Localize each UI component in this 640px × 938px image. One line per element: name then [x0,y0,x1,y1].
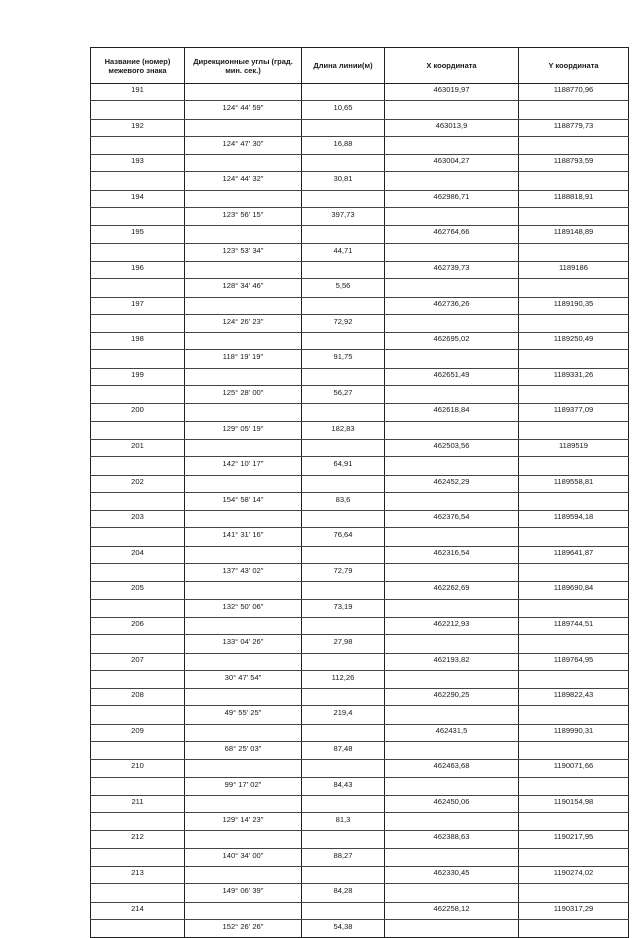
segment-row [91,528,629,546]
point-row [91,582,629,599]
empty-cell [302,439,385,456]
empty-cell [385,208,519,226]
x-coordinate-cell: 462618,84 [385,404,519,421]
segment-row [91,350,629,368]
segment-row [91,243,629,261]
x-coordinate-cell: 462450,06 [385,795,519,812]
direction-angle-cell: 154° 58' 14" [185,492,302,510]
point-name-cell: 205 [91,582,185,599]
point-name-cell: 212 [91,831,185,848]
empty-cell [302,333,385,350]
segment-row [91,101,629,119]
empty-cell [302,226,385,243]
empty-cell [185,511,302,528]
y-coordinate-cell: 1190217,95 [519,831,629,848]
point-row [91,333,629,350]
point-name-cell: 210 [91,760,185,777]
y-coordinate-cell: 1189519 [519,439,629,456]
empty-cell [519,457,629,475]
x-coordinate-cell: 462212,93 [385,617,519,634]
empty-cell [302,511,385,528]
empty-cell [185,368,302,385]
line-length-cell: 54,38 [302,919,385,937]
empty-cell [302,297,385,314]
direction-angle-cell: 149° 06' 39" [185,884,302,902]
empty-cell [385,136,519,154]
empty-cell [519,741,629,759]
empty-cell [302,582,385,599]
empty-cell [185,84,302,101]
empty-cell [302,724,385,741]
point-name-cell: 197 [91,297,185,314]
point-name-cell: 204 [91,546,185,563]
direction-angle-cell: 68° 25' 03" [185,741,302,759]
direction-angle-cell: 152° 26' 26" [185,919,302,937]
empty-cell [385,243,519,261]
direction-angle-cell: 137° 43' 02" [185,564,302,582]
y-coordinate-cell: 1189377,09 [519,404,629,421]
x-coordinate-cell: 462503,56 [385,439,519,456]
direction-angle-cell: 141° 31' 16" [185,528,302,546]
point-row [91,368,629,385]
empty-cell [185,653,302,670]
segment-row [91,741,629,759]
line-length-cell: 73,19 [302,599,385,617]
x-coordinate-cell: 462193,82 [385,653,519,670]
empty-cell [385,848,519,866]
point-name-cell: 193 [91,155,185,172]
empty-cell [302,653,385,670]
empty-cell [185,261,302,278]
direction-angle-cell: 129° 14' 23" [185,813,302,831]
direction-angle-cell: 30° 47' 54" [185,670,302,688]
point-name-cell: 199 [91,368,185,385]
x-coordinate-cell: 462388,63 [385,831,519,848]
empty-cell [385,386,519,404]
empty-cell [302,617,385,634]
empty-cell [519,208,629,226]
empty-cell [519,172,629,190]
segment-row [91,314,629,332]
empty-cell [385,421,519,439]
x-coordinate-cell: 462316,54 [385,546,519,563]
empty-cell [302,760,385,777]
point-row [91,297,629,314]
empty-cell [385,670,519,688]
y-coordinate-cell: 1190317,29 [519,902,629,919]
point-row [91,867,629,884]
y-coordinate-cell: 1189822,43 [519,689,629,706]
empty-cell [91,386,185,404]
empty-cell [185,546,302,563]
x-coordinate-cell: 462736,26 [385,297,519,314]
point-name-cell: 196 [91,261,185,278]
y-coordinate-cell: 1189594,18 [519,511,629,528]
segment-row [91,919,629,937]
empty-cell [385,492,519,510]
y-coordinate-cell: 1189148,89 [519,226,629,243]
empty-cell [302,546,385,563]
line-length-cell: 87,48 [302,741,385,759]
x-coordinate-cell: 462651,49 [385,368,519,385]
direction-angle-cell: 133° 04' 26" [185,635,302,653]
direction-angle-cell: 124° 47' 30" [185,136,302,154]
point-row [91,119,629,136]
point-row [91,617,629,634]
point-name-cell: 192 [91,119,185,136]
point-name-cell: 203 [91,511,185,528]
y-coordinate-cell: 1189990,31 [519,724,629,741]
empty-cell [302,831,385,848]
empty-cell [519,136,629,154]
direction-angle-cell: 118° 19' 19" [185,350,302,368]
y-coordinate-cell: 1189641,87 [519,546,629,563]
empty-cell [302,84,385,101]
empty-cell [91,172,185,190]
segment-row [91,670,629,688]
x-coordinate-cell: 462986,71 [385,190,519,207]
empty-cell [185,582,302,599]
empty-cell [385,350,519,368]
empty-cell [385,564,519,582]
line-length-cell: 81,3 [302,813,385,831]
empty-cell [385,777,519,795]
point-row [91,546,629,563]
point-row [91,653,629,670]
point-name-cell: 200 [91,404,185,421]
empty-cell [302,404,385,421]
line-length-cell: 83,6 [302,492,385,510]
empty-cell [385,741,519,759]
direction-angle-cell: 99° 17' 02" [185,777,302,795]
empty-cell [385,101,519,119]
direction-angle-cell: 142° 10' 17" [185,457,302,475]
empty-cell [185,475,302,492]
point-row [91,795,629,812]
header-x-coordinate: X координата [385,48,519,84]
empty-cell [385,884,519,902]
line-length-cell: 76,64 [302,528,385,546]
point-name-cell: 214 [91,902,185,919]
point-name-cell: 191 [91,84,185,101]
x-coordinate-cell: 462376,54 [385,511,519,528]
x-coordinate-cell: 462695,02 [385,333,519,350]
empty-cell [185,439,302,456]
header-line-length: Длина линии(м) [302,48,385,84]
x-coordinate-cell: 462739,73 [385,261,519,278]
y-coordinate-cell: 1190274,02 [519,867,629,884]
header-row [91,48,629,84]
header-y-coordinate: Y координата [519,48,629,84]
x-coordinate-cell: 462330,45 [385,867,519,884]
line-length-cell: 44,71 [302,243,385,261]
segment-row [91,136,629,154]
x-coordinate-cell: 462290,25 [385,689,519,706]
point-row [91,689,629,706]
empty-cell [185,226,302,243]
empty-cell [519,350,629,368]
direction-angle-cell: 125° 28' 00" [185,386,302,404]
empty-cell [91,599,185,617]
point-row [91,511,629,528]
empty-cell [185,867,302,884]
y-coordinate-cell: 1189190,35 [519,297,629,314]
empty-cell [91,421,185,439]
segment-row [91,777,629,795]
point-name-cell: 207 [91,653,185,670]
point-name-cell: 195 [91,226,185,243]
segment-row [91,208,629,226]
point-row [91,190,629,207]
x-coordinate-cell: 463004,27 [385,155,519,172]
y-coordinate-cell: 1188779,73 [519,119,629,136]
segment-row [91,599,629,617]
point-row [91,261,629,278]
empty-cell [302,795,385,812]
line-length-cell: 27,98 [302,635,385,653]
y-coordinate-cell: 1189744,51 [519,617,629,634]
y-coordinate-cell: 1189250,49 [519,333,629,350]
segment-row [91,492,629,510]
x-coordinate-cell: 463013,9 [385,119,519,136]
line-length-cell: 56,27 [302,386,385,404]
point-name-cell: 211 [91,795,185,812]
empty-cell [91,848,185,866]
empty-cell [91,813,185,831]
point-row [91,226,629,243]
empty-cell [519,101,629,119]
line-length-cell: 10,65 [302,101,385,119]
empty-cell [519,564,629,582]
table-header [91,48,629,84]
empty-cell [302,261,385,278]
line-length-cell: 182,83 [302,421,385,439]
segment-row [91,457,629,475]
segment-row [91,848,629,866]
x-coordinate-cell: 462764,66 [385,226,519,243]
point-name-cell: 208 [91,689,185,706]
empty-cell [91,884,185,902]
line-length-cell: 84,28 [302,884,385,902]
line-length-cell: 91,75 [302,350,385,368]
direction-angle-cell: 128° 34' 46" [185,279,302,297]
empty-cell [302,155,385,172]
boundary-coordinates-table [90,47,629,938]
empty-cell [519,599,629,617]
empty-cell [385,635,519,653]
empty-cell [91,670,185,688]
segment-row [91,172,629,190]
empty-cell [91,457,185,475]
empty-cell [385,314,519,332]
empty-cell [385,919,519,937]
empty-cell [519,279,629,297]
empty-cell [185,155,302,172]
empty-cell [519,314,629,332]
empty-cell [302,475,385,492]
empty-cell [91,706,185,724]
point-row [91,439,629,456]
direction-angle-cell: 123° 56' 15" [185,208,302,226]
direction-angle-cell: 140° 34' 00" [185,848,302,866]
empty-cell [519,777,629,795]
empty-cell [185,404,302,421]
y-coordinate-cell: 1189186 [519,261,629,278]
header-direction-angle: Дирекционные углы (град. мин. сек.) [185,48,302,84]
direction-angle-cell: 124° 26' 23" [185,314,302,332]
empty-cell [185,190,302,207]
empty-cell [91,243,185,261]
empty-cell [185,297,302,314]
point-row [91,404,629,421]
empty-cell [185,119,302,136]
segment-row [91,813,629,831]
empty-cell [91,635,185,653]
y-coordinate-cell: 1189764,95 [519,653,629,670]
line-length-cell: 72,92 [302,314,385,332]
point-row [91,760,629,777]
empty-cell [385,599,519,617]
coordinates-sheet [90,47,628,938]
direction-angle-cell: 124° 44' 32" [185,172,302,190]
empty-cell [91,564,185,582]
line-length-cell: 5,56 [302,279,385,297]
x-coordinate-cell: 462463,68 [385,760,519,777]
empty-cell [385,457,519,475]
empty-cell [385,528,519,546]
empty-cell [302,867,385,884]
line-length-cell: 219,4 [302,706,385,724]
line-length-cell: 64,91 [302,457,385,475]
segment-row [91,884,629,902]
empty-cell [519,492,629,510]
empty-cell [185,760,302,777]
point-row [91,831,629,848]
empty-cell [91,279,185,297]
empty-cell [519,919,629,937]
empty-cell [302,689,385,706]
direction-angle-cell: 49° 55' 25" [185,706,302,724]
segment-row [91,635,629,653]
empty-cell [91,136,185,154]
empty-cell [519,706,629,724]
direction-angle-cell: 132° 50' 06" [185,599,302,617]
x-coordinate-cell: 462262,69 [385,582,519,599]
table-body [91,84,629,938]
empty-cell [91,777,185,795]
x-coordinate-cell: 462258,12 [385,902,519,919]
empty-cell [519,386,629,404]
empty-cell [519,421,629,439]
segment-row [91,706,629,724]
point-row [91,475,629,492]
x-coordinate-cell: 462452,29 [385,475,519,492]
header-point-name: Название (номер) межевого знака [91,48,185,84]
y-coordinate-cell: 1189558,81 [519,475,629,492]
direction-angle-cell: 124° 44' 59" [185,101,302,119]
empty-cell [185,831,302,848]
segment-row [91,421,629,439]
y-coordinate-cell: 1190071,66 [519,760,629,777]
line-length-cell: 84,43 [302,777,385,795]
empty-cell [91,101,185,119]
empty-cell [185,724,302,741]
empty-cell [91,741,185,759]
line-length-cell: 112,26 [302,670,385,688]
empty-cell [91,208,185,226]
point-name-cell: 202 [91,475,185,492]
empty-cell [385,172,519,190]
empty-cell [91,528,185,546]
point-name-cell: 209 [91,724,185,741]
empty-cell [91,314,185,332]
segment-row [91,386,629,404]
empty-cell [185,617,302,634]
line-length-cell: 88,27 [302,848,385,866]
x-coordinate-cell: 463019,97 [385,84,519,101]
y-coordinate-cell: 1189690,84 [519,582,629,599]
empty-cell [302,190,385,207]
empty-cell [185,333,302,350]
point-name-cell: 206 [91,617,185,634]
empty-cell [385,813,519,831]
empty-cell [519,243,629,261]
segment-row [91,564,629,582]
line-length-cell: 16,88 [302,136,385,154]
empty-cell [302,368,385,385]
direction-angle-cell: 123° 53' 34" [185,243,302,261]
empty-cell [91,492,185,510]
point-name-cell: 194 [91,190,185,207]
empty-cell [91,919,185,937]
point-row [91,155,629,172]
line-length-cell: 72,79 [302,564,385,582]
empty-cell [385,279,519,297]
x-coordinate-cell: 462431,5 [385,724,519,741]
y-coordinate-cell: 1189331,26 [519,368,629,385]
empty-cell [302,119,385,136]
empty-cell [519,528,629,546]
empty-cell [519,670,629,688]
empty-cell [519,635,629,653]
empty-cell [185,689,302,706]
y-coordinate-cell: 1188770,96 [519,84,629,101]
point-name-cell: 201 [91,439,185,456]
point-row [91,724,629,741]
empty-cell [91,350,185,368]
line-length-cell: 397,73 [302,208,385,226]
y-coordinate-cell: 1190154,98 [519,795,629,812]
point-row [91,84,629,101]
empty-cell [185,795,302,812]
point-name-cell: 198 [91,333,185,350]
y-coordinate-cell: 1188793,59 [519,155,629,172]
line-length-cell: 30,81 [302,172,385,190]
empty-cell [519,813,629,831]
empty-cell [519,884,629,902]
point-name-cell: 213 [91,867,185,884]
direction-angle-cell: 129° 05' 19" [185,421,302,439]
empty-cell [519,848,629,866]
segment-row [91,279,629,297]
y-coordinate-cell: 1188818,91 [519,190,629,207]
empty-cell [385,706,519,724]
